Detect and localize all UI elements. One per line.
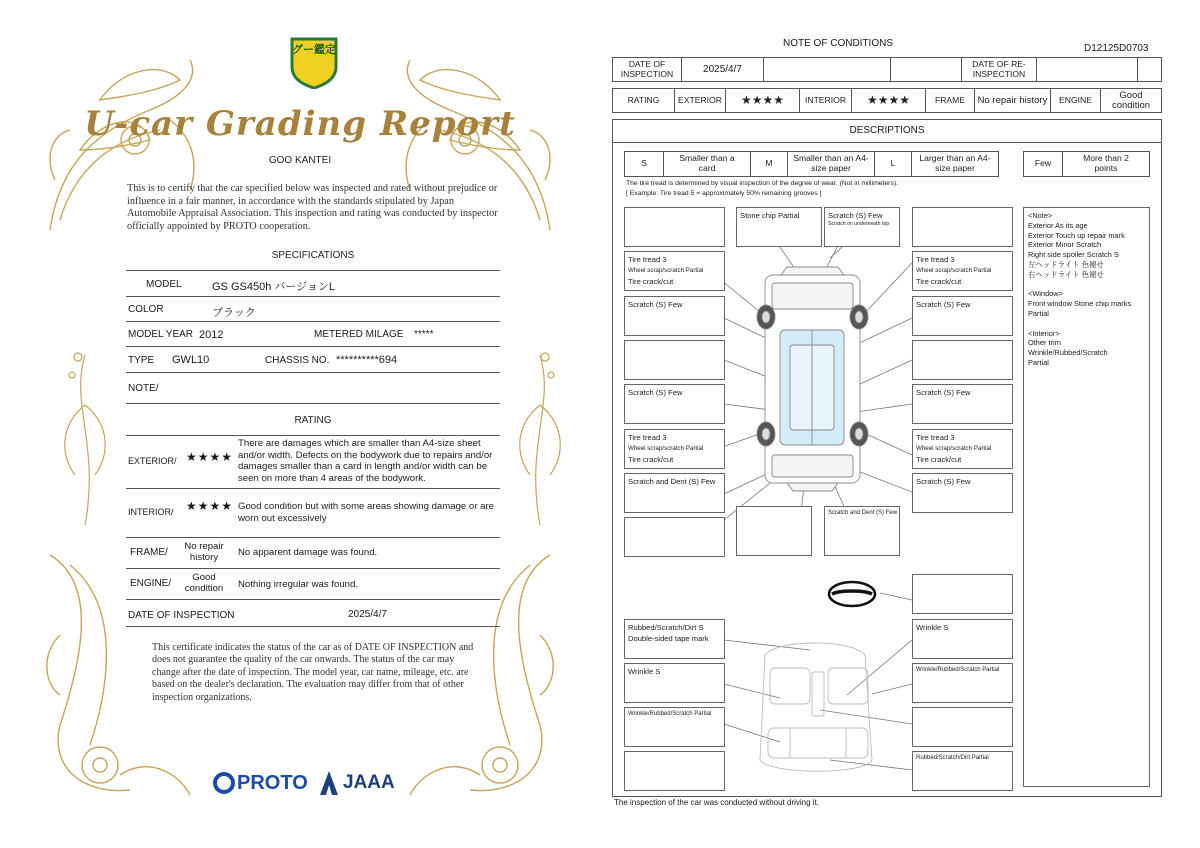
damage-box — [624, 207, 725, 247]
note-line: Exterior Touch up repair mark — [1028, 230, 1125, 240]
damage-box — [912, 340, 1013, 380]
damage-box-right-rear-door — [912, 384, 1013, 424]
exterior-description: There are damages which are smaller than A4-size sheet and/or width. Defects on the bodywork due to repairs and/or damages smaller than a card in length and/or width can be seen on more than 4 areas of the bodywork. — [238, 438, 493, 484]
box-text: Scratch and Dent (S) Few — [828, 510, 898, 516]
box-text: Scratch (S) Few — [916, 477, 971, 486]
damage-box-right-rear — [912, 473, 1013, 513]
chassis-label: CHASSIS NO. — [265, 355, 330, 366]
color-value: ブラック — [212, 307, 256, 319]
box-text — [628, 622, 709, 644]
legend-m-desc: Smaller than an A4-size paper — [787, 151, 875, 177]
box-text: Wrinkle/Rubbed/Scratch Partial — [628, 711, 712, 717]
scratch-text: Scratch (S) Few — [828, 211, 883, 220]
ornament-left-side — [50, 345, 120, 535]
note-line: <Note> — [1028, 211, 1053, 220]
box-text: Scratch (S) Few — [628, 388, 683, 397]
box-text: Scratch (S) Few — [628, 300, 683, 309]
damage-box-left-rear — [624, 473, 725, 513]
report-subtitle: GOO KANTEI — [268, 155, 332, 166]
damage-box-rear-seat — [912, 751, 1013, 791]
frame-description: No apparent damage was found. — [238, 547, 378, 558]
engine-label: ENGINE/ — [130, 578, 172, 589]
interior-description: Good condition but with some areas showing damage or are worn out excessively — [238, 501, 494, 524]
interior-stars: ★★★★ — [186, 499, 234, 513]
interior-stars: ★★★★ — [851, 88, 926, 113]
specifications-heading: SPECIFICATIONS — [271, 250, 355, 261]
note-line: Exterior As its age — [1028, 220, 1088, 230]
legend-few: Few — [1023, 151, 1063, 177]
damage-box — [912, 207, 1013, 247]
type-value: GWL10 — [172, 354, 210, 366]
color-label: COLOR — [128, 304, 164, 315]
box-text — [828, 210, 896, 228]
box-text: Scratch (S) Few — [916, 300, 971, 309]
legend-l: L — [874, 151, 912, 177]
proto-mark-icon — [212, 771, 236, 795]
car-top-view — [757, 267, 868, 491]
model-year-label: MODEL YEAR — [128, 329, 194, 340]
interior-label: INTERIOR — [799, 88, 852, 113]
engine-description: Nothing irregular was found. — [238, 579, 358, 590]
engine-value: Good condition — [1100, 88, 1162, 113]
legend-few-desc: More than 2 points — [1062, 151, 1150, 177]
note-line: Partial — [1028, 308, 1049, 318]
tire-crack-text: Tire crack/cut — [628, 455, 674, 464]
certification-statement: This is to certify that the car specified below was inspected and rated without prejudice or influence in a fair manner, in accordance with the standards stipulated by Japan Automobile Appraisal Association. This inspection and rating was conducted by inspector officially appointed by PROTO cooperation. — [127, 183, 498, 233]
note-line: Front window Stone chip marks — [1028, 299, 1132, 309]
descriptions-heading: DESCRIPTIONS — [612, 119, 1162, 143]
exterior-stars: ★★★★ — [186, 450, 234, 464]
steering-wheel-icon — [829, 582, 875, 606]
document-id: D12125D0703 — [1084, 43, 1149, 54]
note-of-conditions-sheet — [600, 0, 1200, 848]
damage-box-rear-left-tire — [624, 429, 725, 469]
milage-value: ***** — [414, 329, 434, 340]
damage-box — [624, 340, 725, 380]
damage-box-front-left-tire — [624, 251, 725, 291]
legend-m: M — [750, 151, 788, 177]
proto-logo-text: PROTO — [237, 771, 308, 794]
damage-box-hood — [824, 207, 900, 247]
box-text: Wrinkle S — [628, 667, 661, 676]
damage-box-rear-bumper — [824, 506, 900, 556]
rating-label: RATING — [612, 88, 675, 113]
note-line: Wrinkle/Rubbed/Scratch — [1028, 348, 1108, 358]
frame-value: No repair history — [184, 541, 224, 563]
jaaa-logo — [318, 770, 395, 796]
tire-crack-text: Tire crack/cut — [628, 277, 674, 286]
tape-mark-text: Double-sided tape mark — [628, 634, 709, 643]
legend-l-desc: Larger than an A4-size paper — [911, 151, 999, 177]
damage-box-left-rear-door — [624, 384, 725, 424]
box-text: Scratch (S) Few — [916, 388, 971, 397]
damage-box — [624, 751, 725, 791]
jaaa-mark-icon — [318, 770, 340, 796]
spec-row-type — [126, 347, 500, 373]
engine-value: Good condition — [184, 572, 224, 594]
exterior-label: EXTERIOR — [674, 88, 726, 113]
inspection-footnote: The inspection of the car was conducted without driving it. — [614, 798, 819, 807]
model-label: MODEL — [146, 279, 182, 290]
note-line: Right side spoiler Scratch S — [1028, 250, 1119, 260]
chassis-value: **********694 — [336, 354, 398, 366]
wheel-scrap-text: Wheel scrap/scratch Partial — [916, 267, 992, 274]
type-label: TYPE — [128, 355, 155, 366]
box-text — [628, 432, 703, 465]
spec-row-model — [126, 271, 500, 297]
report-title: U-car Grading Report — [84, 104, 516, 144]
damage-box-rear-right-tire — [912, 429, 1013, 469]
wheel-scrap-text: Wheel scrap/scratch Partial — [916, 445, 992, 452]
frame-label: FRAME — [925, 88, 975, 113]
wheel-scrap-text: Wheel scrap/scratch Partial — [628, 267, 704, 274]
spec-row-note — [126, 373, 500, 404]
rubbed-dirt-text: Rubbed/Scratch/Dirt S — [628, 623, 704, 632]
exterior-stars: ★★★★ — [725, 88, 800, 113]
wheel-scrap-text: Wheel scrap/scratch Partial — [628, 445, 704, 452]
damage-box-steering — [912, 574, 1013, 614]
rating-heading: RATING — [294, 415, 332, 426]
note-line: <Interior> — [1028, 328, 1060, 338]
tire-tread-text: Tire tread 3 — [916, 433, 955, 442]
note-line: <Window> — [1028, 289, 1063, 299]
note-label: NOTE/ — [128, 383, 159, 394]
note-line: Exterior Minor Scratch — [1028, 240, 1102, 250]
frame-label: FRAME/ — [130, 547, 168, 558]
spec-row-color — [126, 297, 500, 322]
box-text — [916, 432, 991, 465]
date-of-inspection-value: 2025/4/7 — [681, 57, 764, 82]
box-text: Stone chip Partial — [740, 211, 800, 220]
interior-label: INTERIOR/ — [128, 507, 174, 517]
rating-row-engine — [126, 569, 500, 600]
damage-box-front-bumper — [736, 207, 822, 247]
rating-row-date — [126, 600, 500, 627]
damage-box-right-door-trim — [912, 663, 1013, 703]
tire-note-line-2: [ Example: Tire tread 5 = approximately 50% remaining grooves ] — [626, 190, 822, 197]
damage-box-front-right-tire — [912, 251, 1013, 291]
damage-box-right-front-seat — [912, 619, 1013, 659]
damage-box-left-front-seat — [624, 663, 725, 703]
certificate-disclaimer: This certificate indicates the status of the car as of DATE OF INSPECTION and does not guarantee the quality of the car onwards. The status of the car may change after the date of inspection. The model year, car name, mileage, etc. are based on the dealer's declaration. The evaluation may differ from that of other inspection organizations. — [152, 642, 474, 703]
car-interior-view — [760, 643, 872, 771]
ornament-right-side — [505, 345, 575, 535]
milage-label: METERED MILAGE — [314, 329, 404, 340]
tire-crack-text: Tire crack/cut — [916, 277, 962, 286]
box-text — [628, 254, 703, 287]
damage-box — [912, 707, 1013, 747]
date-label: DATE OF INSPECTION — [128, 610, 235, 621]
badge-text: グー鑑定 — [292, 44, 336, 56]
date-of-inspection-label: DATE OF INSPECTION — [612, 57, 682, 82]
tire-tread-text: Tire tread 3 — [916, 255, 955, 264]
spec-row-year — [126, 322, 500, 347]
model-year-value: 2012 — [199, 329, 224, 341]
frame-value: No repair history — [974, 88, 1051, 113]
damage-box-left-front — [624, 296, 725, 336]
jaaa-logo-text: JAAA — [343, 772, 395, 793]
damage-box-dashboard — [624, 619, 725, 659]
box-text: Wrinkle S — [916, 623, 949, 632]
goo-kantei-badge — [288, 33, 340, 89]
damage-box-left-door-trim — [624, 707, 725, 747]
note-line: Other trim — [1028, 338, 1061, 348]
tire-tread-text: Tire tread 3 — [628, 433, 667, 442]
model-value: GS GS450h バージョンL — [212, 281, 336, 293]
exterior-label: EXTERIOR/ — [128, 456, 177, 466]
scratch-underneath-text: Scratch on underneath top — [828, 221, 890, 227]
legend-s: S — [624, 151, 664, 177]
box-text — [916, 254, 991, 287]
damage-box — [736, 506, 812, 556]
damage-box — [624, 517, 725, 557]
date-value: 2025/4/7 — [348, 609, 387, 620]
sheet-title: NOTE OF CONDITIONS — [783, 38, 893, 49]
tire-crack-text: Tire crack/cut — [916, 455, 962, 464]
tire-tread-text: Tire tread 3 — [628, 255, 667, 264]
damage-box-right-front — [912, 296, 1013, 336]
note-line: 左ヘッドライト 色褪せ — [1028, 259, 1104, 269]
note-line: 右ヘッドライト 色褪せ — [1028, 269, 1104, 279]
legend-s-desc: Smaller than a card — [663, 151, 751, 177]
box-text: Scratch and Dent (S) Few — [628, 477, 716, 486]
box-text: Wrinkle/Rubbed/Scratch Partial — [916, 667, 1000, 673]
note-line: Partial — [1028, 357, 1049, 367]
date-of-reinspection-label: DATE OF RE-INSPECTION — [961, 57, 1037, 82]
box-text: Rubbed/Scratch/Dirt Partial — [916, 755, 989, 761]
engine-label: ENGINE — [1050, 88, 1101, 113]
tire-note-line-1: The tire tread is determined by visual inspection of the degree of wear. (Not in millimeters). — [626, 180, 898, 187]
rating-row-frame — [126, 538, 500, 569]
proto-logo — [212, 770, 308, 796]
